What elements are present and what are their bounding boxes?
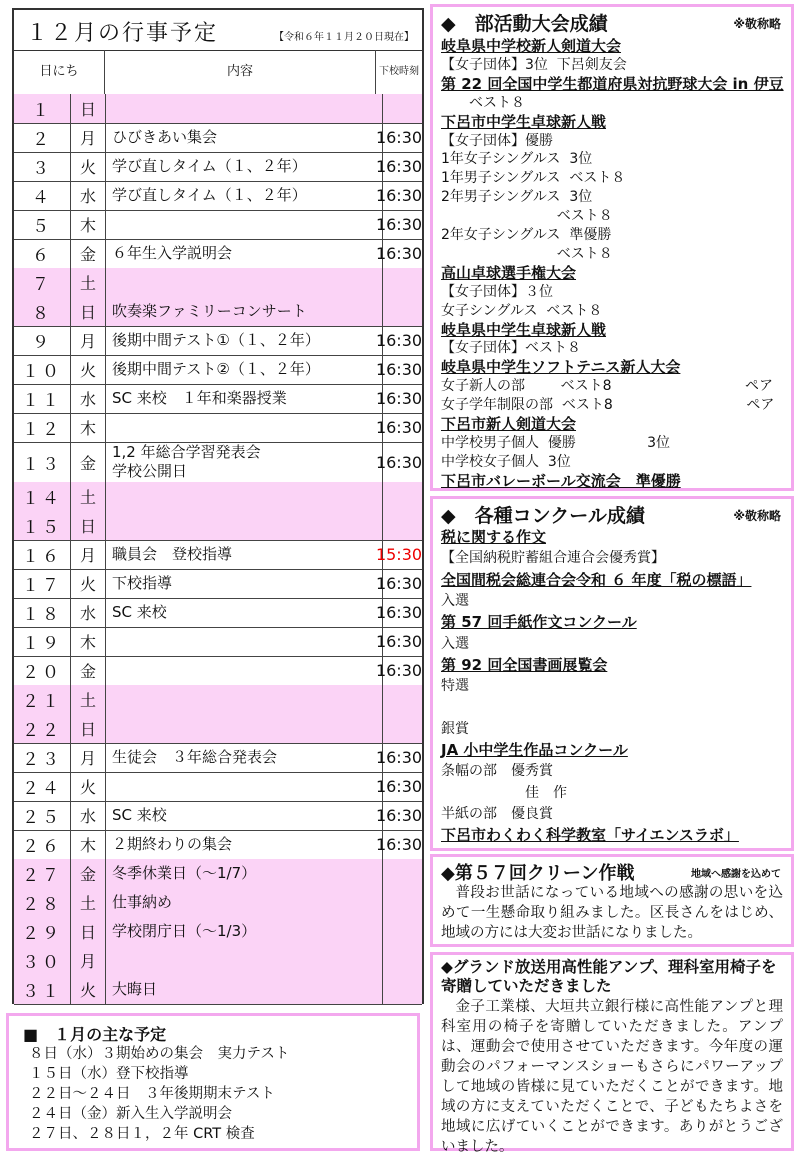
result-line: 中学校男子個人 優勝 3位 bbox=[441, 434, 671, 451]
result-heading: 第 22 回全国中学生都道府県対抗野球大会 in 伊豆 bbox=[441, 74, 784, 93]
schedule-row bbox=[14, 656, 422, 686]
schedule-row bbox=[14, 540, 422, 570]
day-cell: ２０ bbox=[22, 663, 62, 683]
day-cell: １７ bbox=[22, 576, 62, 596]
weekday-cell: 木 bbox=[70, 627, 106, 656]
result-line: 2年男子シングルス 3位 bbox=[441, 189, 593, 206]
amp-text: 金子工業様、大垣共立銀行様に高性能アンプと理科室用の椅子を寄贈していただきました。アンプは、運動会で使用させていただきます。今年度の運動会のパフォーマンスショーもさらにパワーアップして地域の皆様に見ていただくことができます。地域の方に支えていただくことで、子どもたちよさを地域に広げていくことができます。ありがとうございました。 bbox=[441, 999, 783, 1155]
event-cell bbox=[104, 685, 383, 714]
contest-title: ◆ 各種コンクール成績 bbox=[441, 505, 645, 527]
schedule-row bbox=[14, 326, 422, 356]
january-item: ２７日、２８日１，２年 CRT 検査 bbox=[29, 1126, 255, 1142]
result-heading: 岐阜県中学校新人剣道大会 bbox=[441, 37, 622, 55]
time-cell: 16:30 bbox=[375, 603, 423, 622]
club-title: ◆ 部活動大会成績 bbox=[441, 13, 608, 35]
schedule-row bbox=[14, 859, 422, 889]
day-cell: ２８ bbox=[22, 895, 62, 915]
time-cell bbox=[374, 714, 424, 743]
result-line: ベスト８ bbox=[441, 208, 613, 225]
result-heading: 岐阜県中学生卓球新人戦 bbox=[441, 320, 607, 339]
event-cell: 仕事納め bbox=[104, 888, 383, 917]
time-cell: 16:30 bbox=[375, 835, 423, 854]
event-cell bbox=[104, 656, 383, 685]
day-cell: １４ bbox=[22, 489, 62, 509]
schedule-header-row bbox=[14, 50, 422, 95]
time-cell: 16:30 bbox=[375, 777, 423, 796]
day-cell: ３１ bbox=[22, 982, 62, 1002]
weekday-cell: 日 bbox=[70, 297, 106, 326]
schedule-row bbox=[14, 123, 422, 153]
result-line: 2年女子シングルス 準優勝 bbox=[441, 227, 612, 243]
time-cell: 16:30 bbox=[375, 186, 423, 205]
weekday-cell: 金 bbox=[70, 442, 106, 482]
weekday-cell: 水 bbox=[70, 384, 106, 413]
time-cell: 16:30 bbox=[375, 418, 423, 437]
result-line: ベスト８ bbox=[441, 245, 613, 262]
schedule-row bbox=[14, 239, 422, 269]
result-line: 女子シングルス ベスト８ bbox=[441, 302, 603, 319]
result-line: 中学校女子個人 3位 bbox=[441, 453, 571, 470]
weekday-cell: 土 bbox=[70, 888, 106, 917]
day-cell: １２ bbox=[22, 420, 62, 440]
event-cell: SC 来校 bbox=[104, 598, 383, 627]
january-title: ■ １月の主な予定 bbox=[23, 1025, 167, 1044]
result-heading: 下呂市中学生卓球新人戦 bbox=[441, 112, 607, 131]
time-cell bbox=[374, 511, 424, 540]
day-cell: １５ bbox=[22, 518, 62, 538]
schedule-row bbox=[14, 482, 422, 512]
weekday-cell: 月 bbox=[70, 540, 106, 569]
january-list bbox=[29, 1044, 409, 1144]
time-cell bbox=[374, 685, 424, 714]
clean-box bbox=[430, 854, 794, 947]
result-heading: 第 57 回手紙作文コンクール bbox=[441, 613, 637, 632]
january-item: １５日（水）登下校指導 bbox=[29, 1066, 189, 1082]
weekday-cell: 火 bbox=[70, 975, 106, 1004]
weekday-cell: 月 bbox=[70, 743, 106, 772]
day-cell: ２５ bbox=[22, 808, 62, 828]
weekday-cell: 火 bbox=[70, 772, 106, 801]
clean-text: 普段お世話になっている地域への感謝の思いを込めて一生懸命取り組みました。区長さんをはじめ、地域の方には大変お世話になりました。 bbox=[441, 885, 783, 941]
time-cell bbox=[374, 482, 424, 511]
result-line: 1年女子シングルス 3位 bbox=[441, 151, 593, 168]
event-cell bbox=[104, 94, 383, 123]
event-cell: ６年生入学説明会 bbox=[104, 239, 383, 268]
day-cell: １６ bbox=[22, 547, 62, 567]
result-heading: 下呂市わくわく科学教室「サイエンスラボ」 bbox=[441, 826, 739, 845]
event-cell: 吹奏楽ファミリーコンサート bbox=[104, 297, 383, 326]
schedule-row bbox=[14, 413, 422, 443]
schedule-row bbox=[14, 442, 422, 483]
day-cell: ５ bbox=[32, 217, 52, 237]
time-cell: 16:30 bbox=[375, 574, 423, 593]
result-line: 【全国納税貯蓄組合連合会優秀賞】 bbox=[441, 550, 665, 567]
time-cell bbox=[374, 975, 424, 1004]
weekday-cell: 土 bbox=[70, 268, 106, 297]
time-cell bbox=[374, 859, 424, 888]
time-cell: 16:30 bbox=[375, 632, 423, 651]
day-cell: １ bbox=[32, 101, 52, 121]
result-heading: JA 小中学生作品コンクール bbox=[441, 741, 628, 759]
schedule-row bbox=[14, 598, 422, 628]
result-heading: 第 92 回全国書画展覧会 bbox=[441, 655, 608, 674]
weekday-cell: 木 bbox=[70, 210, 106, 239]
time-cell bbox=[374, 917, 424, 946]
schedule-row bbox=[14, 627, 422, 657]
result-line: 入選 bbox=[441, 635, 469, 652]
weekday-cell: 月 bbox=[70, 946, 106, 975]
event-cell bbox=[104, 413, 383, 442]
time-cell bbox=[374, 946, 424, 975]
result-line: 【女子団体】３位 bbox=[441, 283, 553, 300]
result-line: ベスト８ bbox=[441, 94, 525, 111]
weekday-cell: 日 bbox=[70, 511, 106, 540]
schedule-row bbox=[14, 946, 422, 976]
time-cell: 16:30 bbox=[375, 244, 423, 263]
schedule-date-note: 【令和６年１１月２０日現在】 bbox=[274, 32, 414, 43]
weekday-cell: 火 bbox=[70, 355, 106, 384]
event-cell: 学び直しタイム（１、２年） bbox=[104, 152, 383, 181]
day-cell: ２ bbox=[32, 130, 52, 150]
event-cell: 職員会 登校指導 bbox=[104, 540, 383, 569]
weekday-cell: 金 bbox=[70, 656, 106, 685]
event-cell: 下校指導 bbox=[104, 569, 383, 598]
weekday-cell: 日 bbox=[70, 917, 106, 946]
schedule-table bbox=[12, 8, 424, 1004]
day-cell: １１ bbox=[22, 391, 62, 411]
header-day: 日にち bbox=[39, 64, 79, 79]
event-cell bbox=[104, 210, 383, 239]
event-cell: ひびきあい集会 bbox=[104, 123, 383, 152]
time-cell: 16:30 bbox=[375, 452, 423, 472]
day-cell: ９ bbox=[32, 333, 52, 353]
schedule-row bbox=[14, 714, 422, 744]
event-cell bbox=[104, 511, 383, 540]
result-heading: 下呂市新人剣道大会 bbox=[441, 415, 577, 433]
weekday-cell: 月 bbox=[70, 123, 106, 152]
event-cell: 大晦日 bbox=[104, 975, 383, 1004]
weekday-cell: 水 bbox=[70, 181, 106, 210]
result-heading: 全国間税会総連合会令和 ６ 年度「税の標語」 bbox=[441, 570, 752, 589]
amp-title: ◆グランド放送用高性能アンプ、理科室用椅子を寄贈していただきました bbox=[441, 958, 777, 995]
header-content: 内容 bbox=[104, 50, 376, 94]
event-cell: 学校閉庁日（～1/3） bbox=[104, 917, 383, 946]
day-cell: １３ bbox=[22, 454, 62, 475]
day-cell: ２６ bbox=[22, 837, 62, 857]
event-cell: 冬季休業日（～1/7） bbox=[104, 859, 383, 888]
schedule-row bbox=[14, 384, 422, 414]
schedule-row bbox=[14, 268, 422, 298]
event-cell bbox=[104, 627, 383, 656]
time-cell bbox=[374, 94, 424, 123]
january-item: ８日（水）３期始めの集会 実力テスト bbox=[29, 1046, 290, 1062]
weekday-cell: 日 bbox=[70, 94, 106, 123]
day-cell: １８ bbox=[22, 605, 62, 625]
day-cell: １９ bbox=[22, 634, 62, 654]
day-cell: ７ bbox=[32, 275, 52, 295]
header-time: 下校時刻 bbox=[379, 66, 419, 77]
schedule-title: １２月の行事予定 bbox=[26, 21, 219, 46]
schedule-row bbox=[14, 801, 422, 831]
schedule-row bbox=[14, 569, 422, 599]
result-line: 1年男子シングルス ベスト８ bbox=[441, 170, 626, 187]
day-cell: ２９ bbox=[22, 924, 62, 944]
schedule-row bbox=[14, 830, 422, 860]
result-line: 【女子団体】3位 下呂剣友会 bbox=[441, 56, 627, 73]
weekday-cell: 木 bbox=[70, 830, 106, 859]
weekday-cell: 水 bbox=[70, 598, 106, 627]
result-line: 入選 bbox=[441, 592, 469, 609]
clean-subtitle: 地域へ感謝を込めて bbox=[691, 869, 781, 880]
weekday-cell: 火 bbox=[70, 569, 106, 598]
result-line: 半紙の部 優良賞 bbox=[441, 805, 553, 822]
result-heading: 税に関する作文 bbox=[441, 528, 547, 546]
schedule-row bbox=[14, 355, 422, 385]
event-cell bbox=[104, 482, 383, 511]
event-cell: 学び直しタイム（１、２年） bbox=[104, 181, 383, 210]
weekday-cell: 月 bbox=[70, 326, 106, 355]
time-cell bbox=[374, 297, 424, 326]
event-cell bbox=[104, 946, 383, 975]
result-line: 特選 bbox=[441, 678, 469, 695]
schedule-row bbox=[14, 94, 422, 124]
event-cell bbox=[104, 714, 383, 743]
january-item: ２２日～２４日 ３年後期期末テスト bbox=[29, 1086, 275, 1102]
time-cell bbox=[374, 268, 424, 297]
schedule-row bbox=[14, 888, 422, 918]
schedule-row bbox=[14, 181, 422, 211]
event-cell: SC 来校 bbox=[104, 801, 383, 830]
day-cell: １０ bbox=[22, 362, 62, 382]
schedule-row bbox=[14, 511, 422, 541]
time-cell: 16:30 bbox=[375, 806, 423, 825]
day-cell: ２３ bbox=[22, 750, 62, 770]
time-cell: 16:30 bbox=[375, 128, 423, 147]
schedule-row bbox=[14, 917, 422, 947]
day-cell: ２２ bbox=[22, 721, 62, 741]
time-cell: 16:30 bbox=[375, 748, 423, 767]
event-cell: SC 来校 １年和楽器授業 bbox=[104, 384, 383, 413]
event-cell bbox=[104, 268, 383, 297]
result-heading: 岐阜県中学生ソフトテニス新人大会 bbox=[441, 358, 681, 377]
schedule-row bbox=[14, 772, 422, 802]
club-results-box bbox=[430, 4, 794, 491]
weekday-cell: 金 bbox=[70, 859, 106, 888]
event-cell: 1,2 年総合学習発表会 学校公開日 bbox=[104, 442, 383, 482]
weekday-cell: 金 bbox=[70, 239, 106, 268]
time-cell: 16:30 bbox=[375, 661, 423, 680]
day-cell: ４ bbox=[32, 188, 52, 208]
event-cell: 後期中間テスト②（１、２年） bbox=[104, 355, 383, 384]
schedule-row bbox=[14, 685, 422, 715]
weekday-cell: 木 bbox=[70, 413, 106, 442]
weekday-cell: 水 bbox=[70, 801, 106, 830]
day-cell: ２７ bbox=[22, 866, 62, 886]
time-cell: 16:30 bbox=[375, 215, 423, 234]
day-cell: ２１ bbox=[22, 692, 62, 712]
event-cell: 生徒会 ３年総合発表会 bbox=[104, 743, 383, 772]
time-cell: 16:30 bbox=[375, 360, 423, 379]
schedule-row bbox=[14, 975, 422, 1005]
result-line: 銀賞 bbox=[441, 720, 469, 737]
result-heading: 下呂市バレーボール交流会 準優勝 bbox=[441, 471, 681, 490]
contest-note: ※敬称略 bbox=[733, 509, 781, 523]
result-line: 【女子団体】優勝 bbox=[441, 132, 553, 149]
schedule-row bbox=[14, 743, 422, 773]
result-line: 女子学年制限の部 ベスト8 ペア bbox=[441, 397, 775, 414]
january-item: ２４日（金）新入生入学説明会 bbox=[29, 1106, 232, 1122]
day-cell: ８ bbox=[32, 304, 52, 324]
club-note: ※敬称略 bbox=[733, 17, 781, 31]
weekday-cell: 火 bbox=[70, 152, 106, 181]
schedule-row bbox=[14, 297, 422, 327]
result-heading: 高山卓球選手権大会 bbox=[441, 263, 577, 282]
amp-box bbox=[430, 952, 794, 1155]
result-line: 条幅の部 優秀賞 bbox=[441, 763, 553, 780]
time-cell: 16:30 bbox=[375, 389, 423, 408]
time-cell: 16:30 bbox=[375, 157, 423, 176]
january-box bbox=[6, 1013, 420, 1151]
result-line: 【女子団体】ベスト８ bbox=[441, 340, 581, 357]
time-cell bbox=[374, 888, 424, 917]
event-cell: ２期終わりの集会 bbox=[104, 830, 383, 859]
day-cell: ３ bbox=[32, 159, 52, 179]
time-cell: 16:30 bbox=[375, 331, 423, 350]
schedule-row bbox=[14, 152, 422, 182]
event-cell bbox=[104, 772, 383, 801]
weekday-cell: 土 bbox=[70, 685, 106, 714]
contest-results-box bbox=[430, 496, 794, 851]
clean-title: ◆第５７回クリーン作戦 bbox=[441, 863, 635, 884]
result-line: 佳 作 bbox=[441, 784, 567, 801]
schedule-row bbox=[14, 210, 422, 240]
weekday-cell: 土 bbox=[70, 482, 106, 511]
schedule-title-bar bbox=[14, 10, 422, 51]
day-cell: ２４ bbox=[22, 779, 62, 799]
day-cell: ３０ bbox=[22, 953, 62, 973]
event-cell: 後期中間テスト①（１、２年） bbox=[104, 326, 383, 355]
weekday-cell: 日 bbox=[70, 714, 106, 743]
day-cell: ６ bbox=[32, 246, 52, 266]
time-cell: 15:30 bbox=[375, 545, 423, 564]
result-line: 女子新人の部 ベスト8 ペア bbox=[441, 378, 774, 395]
